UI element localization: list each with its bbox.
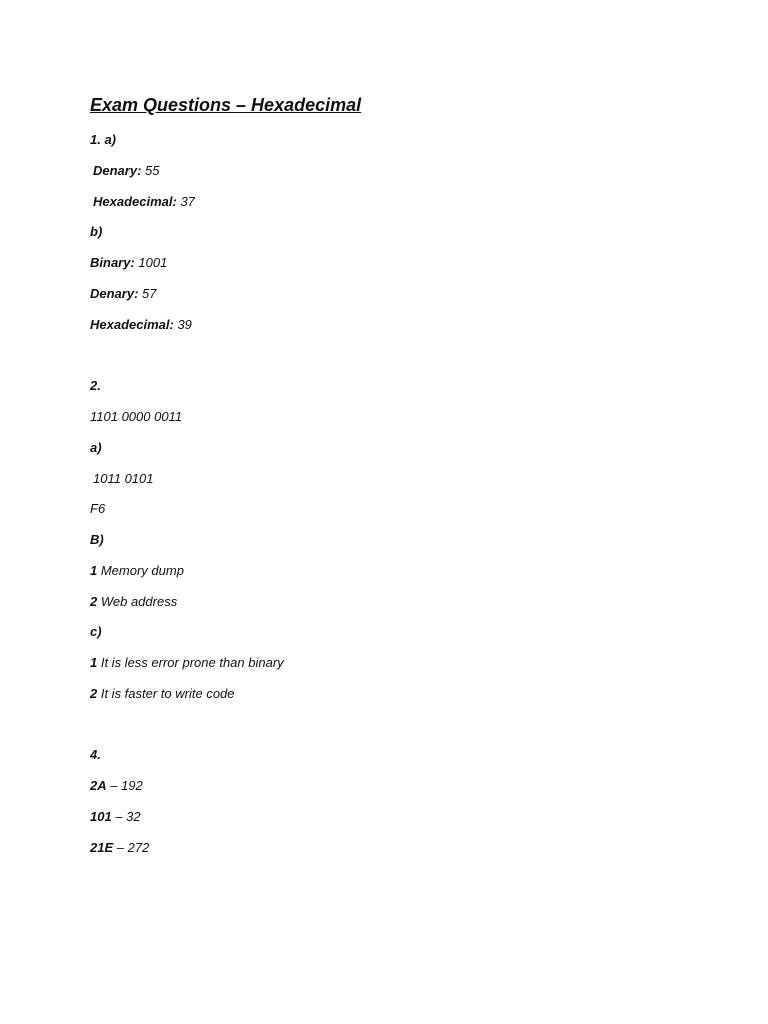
list-item (90, 594, 177, 610)
q2c-item-text: It is less error prone than binary (97, 655, 284, 670)
list-item (90, 809, 141, 825)
q1-heading: 1. a) (90, 132, 117, 147)
q4-item-code: 101 (90, 809, 112, 824)
q1b-denary-label: Denary: (90, 286, 139, 301)
q2c-item-text: It is faster to write code (97, 686, 235, 701)
q2b-item-number: 2 (90, 594, 98, 609)
q1b-denary-line (90, 286, 157, 302)
q4-item-code: 21E (90, 840, 114, 855)
q1b-hex-value: 39 (173, 317, 192, 332)
q2a-hex: F6 (90, 501, 106, 516)
list-item (90, 778, 143, 794)
q1b-hex-line (90, 317, 192, 333)
q1a-hex-value: 37 (176, 194, 195, 209)
q2c-item-number: 2 (90, 686, 98, 701)
q1b-hex-label: Hexadecimal: (90, 317, 174, 332)
list-item (90, 686, 235, 702)
list-item (90, 563, 184, 579)
q1b-binary-line (90, 255, 167, 271)
q2-binary: 1101 0000 0011 (90, 409, 183, 424)
q1b-binary-value: 1001 (134, 255, 168, 270)
q4-item-answer: – 32 (111, 809, 141, 824)
q1a-denary-line (93, 163, 160, 179)
q2-heading: 2. (90, 378, 101, 393)
q2c-item-number: 1 (90, 655, 98, 670)
q1a-hex-label: Hexadecimal: (93, 194, 177, 209)
q1b-binary-label: Binary: (90, 255, 135, 270)
q2b-heading: B) (90, 532, 104, 547)
q4-item-answer: – 192 (106, 778, 143, 793)
q2b-item-text: Memory dump (97, 563, 184, 578)
q4-item-code: 2A (90, 778, 107, 793)
list-item (90, 655, 284, 671)
q1a-hex-line (93, 194, 195, 210)
q1a-denary-label: Denary: (93, 163, 142, 178)
q2b-item-number: 1 (90, 563, 98, 578)
q4-heading: 4. (90, 747, 101, 762)
q2a-binary: 1011 0101 (93, 471, 154, 486)
q1a-denary-value: 55 (141, 163, 160, 178)
q2a-heading: a) (90, 440, 102, 455)
q2c-heading: c) (90, 624, 102, 639)
q1b-denary-value: 57 (138, 286, 157, 301)
document-title: Exam Questions – Hexadecimal (90, 95, 362, 115)
q4-item-answer: – 272 (113, 840, 150, 855)
q2b-item-text: Web address (97, 594, 178, 609)
list-item (90, 840, 149, 856)
q1b-heading: b) (90, 224, 103, 239)
